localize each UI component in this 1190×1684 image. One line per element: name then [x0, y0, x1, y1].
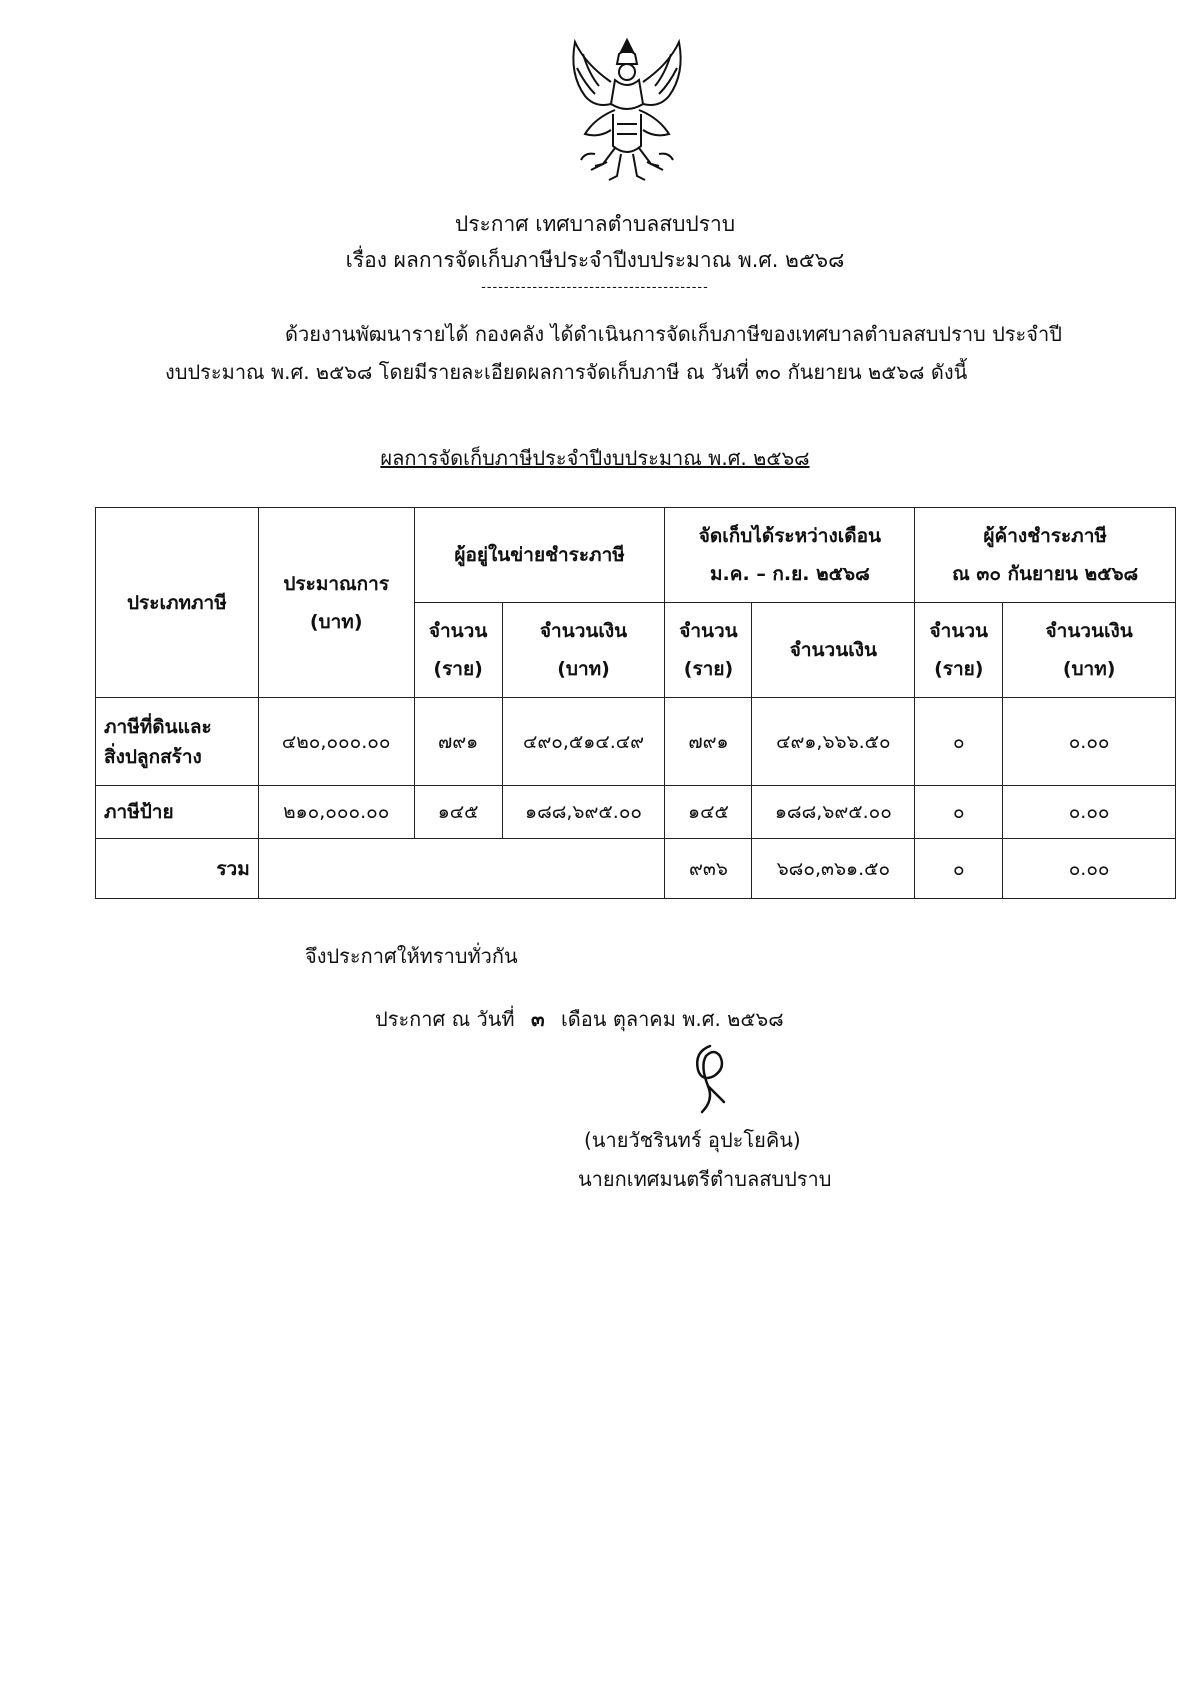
table-row — [96, 698, 1176, 786]
header-amount-unit: (บาท) — [557, 658, 610, 681]
row-in-count: ๑๔๕ — [414, 786, 502, 839]
body-paragraph-line-1: ด้วยงานพัฒนารายได้ กองคลัง ได้ดำเนินการจัดเก็บภาษีของเทศบาลตำบลสบปราบ ประจำปี — [285, 322, 1062, 346]
body-paragraph-line-2: งบประมาณ พ.ศ. ๒๕๖๘ โดยมีรายละเอียดผลการจัดเก็บภาษี ณ วันที่ ๓๐ กันยายน ๒๕๖๘ ดังนี้ — [165, 360, 968, 384]
table-total-row — [96, 839, 1176, 899]
header-count-unit: (ราย) — [683, 658, 734, 681]
row-tax-name-line-2: สิ่งปลูกสร้าง — [104, 745, 202, 768]
row-col-count: ๑๔๕ — [665, 786, 752, 839]
total-label: รวม — [96, 839, 259, 899]
signature-icon — [680, 1042, 740, 1117]
signer-title: นายกเทศมนตรีตำบลสบปราบ — [578, 1167, 832, 1191]
header-collected-period: ม.ค. – ก.ย. ๒๕๖๘ — [710, 563, 870, 586]
header-arrears — [915, 508, 1176, 603]
row-arr-count: ๐ — [915, 698, 1003, 786]
header-col-amount: จำนวนเงิน — [752, 603, 915, 698]
date-day: ๓ — [530, 1007, 545, 1031]
signer-name: (นายวัชรินทร์ อุปะโยคิน) — [584, 1128, 801, 1152]
total-arr-count: ๐ — [915, 839, 1003, 899]
total-arr-amount: ๐.๐๐ — [1003, 839, 1176, 899]
table-row — [96, 786, 1176, 839]
row-arr-amount: ๐.๐๐ — [1003, 786, 1176, 839]
header-in-count — [414, 603, 502, 698]
header-arrears-label: ผู้ค้างชำระภาษี — [983, 525, 1107, 548]
header-count-unit: (ราย) — [934, 658, 984, 681]
date-suffix: เดือน ตุลาคม พ.ศ. ๒๕๖๘ — [560, 1007, 784, 1031]
closing-text: จึงประกาศให้ทราบทั่วกัน — [305, 944, 518, 968]
header-arr-count — [915, 603, 1003, 698]
header-amount-label: จำนวนเงิน — [539, 620, 628, 643]
header-collected — [665, 508, 915, 603]
header-amount-unit: (บาท) — [1062, 658, 1116, 681]
row-arr-count: ๐ — [915, 786, 1003, 839]
header-estimate — [258, 508, 414, 698]
header-tax-type: ประเภทภาษี — [96, 508, 259, 698]
header-count-label: จำนวน — [428, 620, 488, 643]
header-arr-amount — [1003, 603, 1176, 698]
row-arr-amount: ๐.๐๐ — [1003, 698, 1176, 786]
header-count-unit: (ราย) — [433, 658, 483, 681]
header-amount-label: จำนวนเงิน — [1045, 620, 1133, 643]
date-prefix: ประกาศ ณ วันที่ — [375, 1007, 515, 1031]
row-col-amount: ๔๙๑,๖๖๖.๕๐ — [752, 698, 915, 786]
total-col-count: ๙๓๖ — [665, 839, 752, 899]
row-estimate: ๒๑๐,๐๐๐.๐๐ — [258, 786, 414, 839]
header-arrears-date: ณ ๓๐ กันยายน ๒๕๖๘ — [952, 563, 1139, 586]
header-count-label: จำนวน — [929, 620, 988, 643]
announcement-title: ประกาศ เทศบาลตำบลสบปราบ — [454, 212, 736, 236]
header-col-count — [665, 603, 752, 698]
header-estimate-label: ประมาณการ — [283, 572, 390, 595]
row-in-amount: ๔๙๐,๕๑๔.๔๙ — [502, 698, 665, 786]
row-in-count: ๗๙๑ — [414, 698, 502, 786]
row-tax-name — [96, 698, 259, 786]
header-count-label: จำนวน — [679, 620, 738, 643]
total-empty-cell — [258, 839, 665, 899]
header-estimate-unit: (บาท) — [309, 610, 363, 633]
table-title: ผลการจัดเก็บภาษีประจำปีงบประมาณ พ.ศ. ๒๕๖๘ — [380, 446, 810, 470]
header-in-network: ผู้อยู่ในข่ายชำระภาษี — [414, 508, 665, 603]
row-col-amount: ๑๘๘,๖๙๕.๐๐ — [752, 786, 915, 839]
tax-collection-table — [95, 507, 1176, 899]
announcement-subject: เรื่อง ผลการจัดเก็บภาษีประจำปีงบประมาณ พ.ศ. ๒๕๖๘ — [345, 248, 845, 272]
garuda-emblem-icon — [555, 34, 700, 184]
row-in-amount: ๑๘๘,๖๙๕.๐๐ — [502, 786, 665, 839]
row-col-count: ๗๙๑ — [665, 698, 752, 786]
header-in-amount — [502, 603, 665, 698]
header-separator: ---------------------------------------- — [481, 280, 709, 295]
row-tax-name: ภาษีป้าย — [96, 786, 259, 839]
row-estimate: ๔๒๐,๐๐๐.๐๐ — [258, 698, 414, 786]
row-tax-name-line-1: ภาษีที่ดินและ — [104, 715, 212, 738]
header-collected-label: จัดเก็บได้ระหว่างเดือน — [698, 525, 881, 548]
total-col-amount: ๖๘๐,๓๖๑.๕๐ — [752, 839, 915, 899]
announcement-date — [375, 1003, 784, 1035]
